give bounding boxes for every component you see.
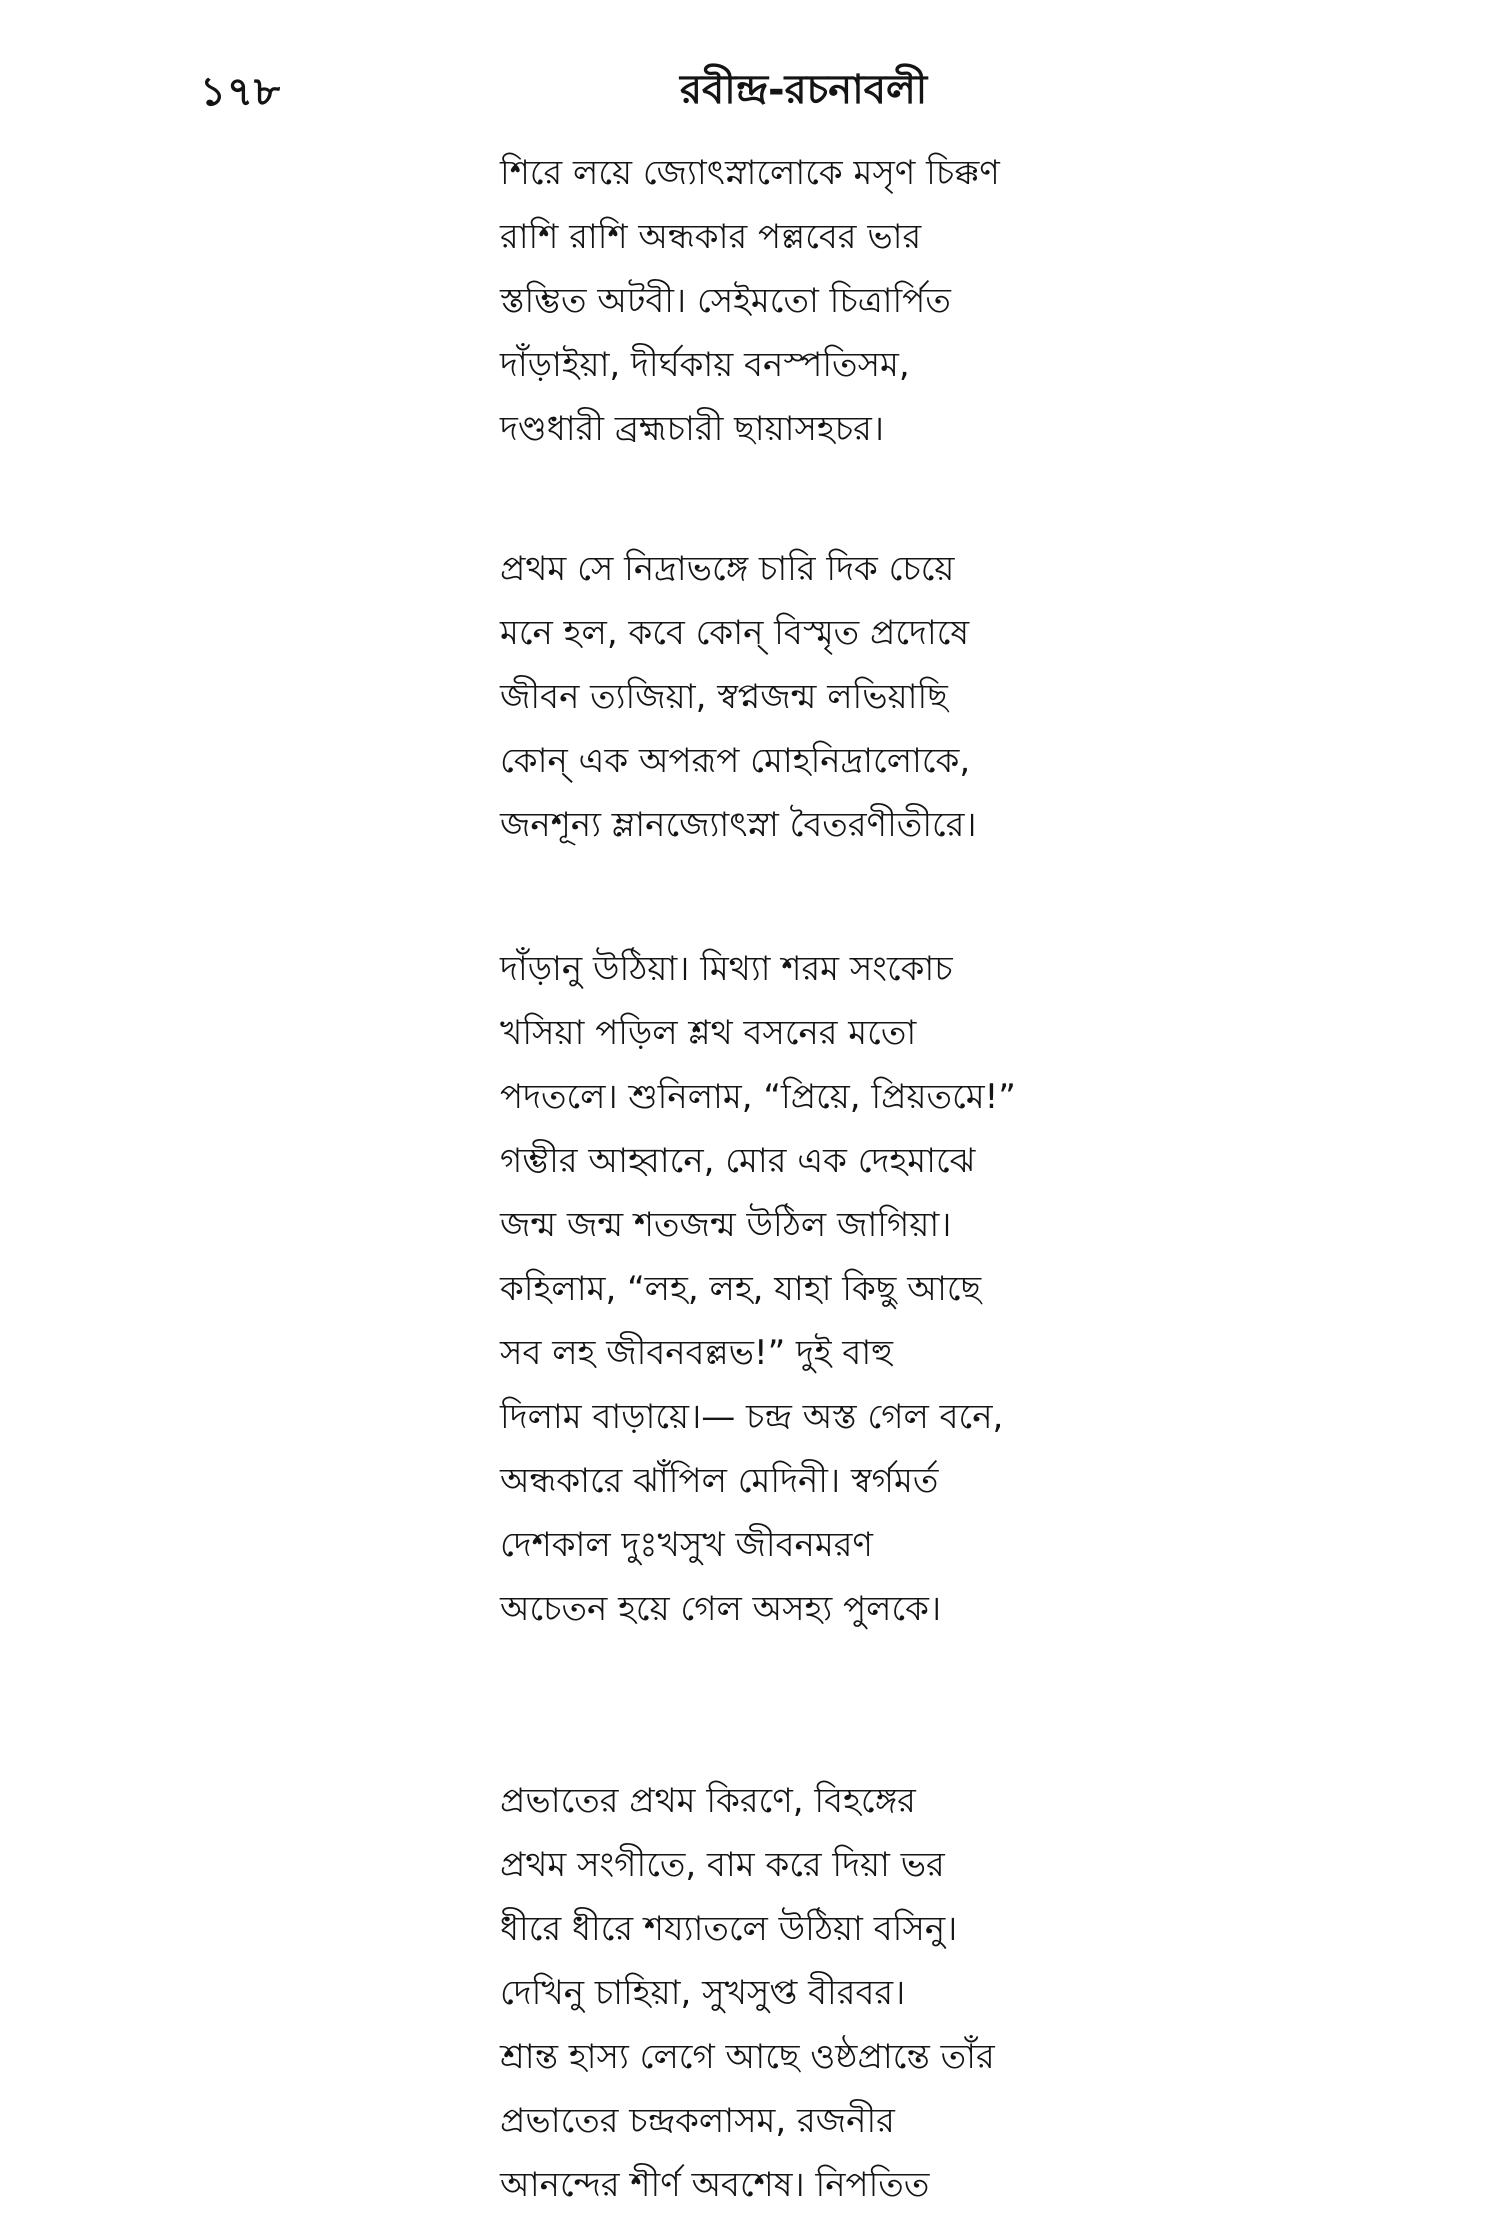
stanza-4: [500, 1769, 1460, 2217]
poem-line: স্তম্ভিত অটবী। সেইমতো চিত্রার্পিত: [500, 281, 951, 321]
poem-line: জীবন ত্যজিয়া, স্বপ্নজন্ম লভিয়াছি: [500, 677, 948, 717]
poem-line: অন্ধকারে ঝাঁপিল মেদিনী। স্বর্গমর্ত: [500, 1461, 939, 1501]
poem-line: রাশি রাশি অন্ধকার পল্লবের ভার: [500, 217, 922, 257]
poem-line: কোন্ এক অপরূপ মোহনিদ্রালোকে,: [500, 741, 971, 781]
poem-line: অচেতন হয়ে গেল অসহ্য পুলকে।: [500, 1589, 942, 1629]
poem-line: শিরে লয়ে জ্যোৎস্নালোকে মসৃণ চিক্কণ: [500, 153, 1000, 193]
poem-line: আনন্দের শীর্ণ অবশেষ। নিপতিত: [500, 2165, 930, 2205]
poem-line: জন্ম জন্ম শতজন্ম উঠিল জাগিয়া।: [500, 1205, 952, 1245]
poem-line: জনশূন্য ম্লানজ্যোৎস্না বৈতরণীতীরে।: [500, 805, 977, 845]
poem-line: মনে হল, কবে কোন্ বিস্মৃত প্রদোষে: [500, 613, 970, 653]
poem-line: প্রভাতের প্রথম কিরণে, বিহঙ্গের: [500, 1781, 916, 1821]
poem-line: দাঁড়াইয়া, দীর্ঘকায় বনস্পতিসম,: [500, 345, 910, 385]
poem-body: [500, 141, 1460, 2217]
poem-line: ধীরে ধীরে শয্যাতলে উঠিয়া বসিনু।: [500, 1909, 958, 1949]
poem-line: প্রভাতের চন্দ্রকলাসম, রজনীর: [500, 2101, 895, 2141]
poem-line: দেখিনু চাহিয়া, সুখসুপ্ত বীরবর।: [500, 1973, 906, 2013]
poem-line: দেশকাল দুঃখসুখ জীবনমরণ: [500, 1525, 873, 1565]
running-title: রবীন্দ্র-রচনাবলী: [680, 67, 928, 113]
poem-line: পদতলে। শুনিলাম, “প্রিয়ে, প্রিয়তমে!”: [500, 1077, 1016, 1117]
stanza-3: [500, 937, 1460, 1641]
poem-line: দণ্ডধারী ব্রহ্মচারী ছায়াসহচর।: [500, 409, 884, 449]
poem-line: খসিয়া পড়িল শ্লথ বসনের মতো: [500, 1013, 917, 1053]
poem-line: কহিলাম, “লহ, লহ, যাহা কিছু আছে: [500, 1269, 982, 1309]
stanza-2: [500, 537, 1460, 857]
page-number: ১৭৮: [200, 69, 281, 115]
stanza-break: [500, 461, 1460, 537]
poem-line: শ্রান্ত হাস্য লেগে আছে ওষ্ঠপ্রান্তে তাঁর: [500, 2037, 995, 2077]
poem-line: প্রথম সে নিদ্রাভঙ্গে চারি দিক চেয়ে: [500, 549, 955, 589]
stanza-1: [500, 141, 1460, 461]
poem-line: সব লহ জীবনবল্লভ!” দুই বাহু: [500, 1333, 893, 1373]
poem-line: গম্ভীর আহ্বানে, মোর এক দেহমাঝে: [500, 1141, 976, 1181]
poem-line: প্রথম সংগীতে, বাম করে দিয়া ভর: [500, 1845, 945, 1885]
poem-line: দাঁড়ানু উঠিয়া। মিথ্যা শরম সংকোচ: [500, 949, 953, 989]
poem-line: দিলাম বাড়ায়ে।— চন্দ্র অস্ত গেল বনে,: [500, 1397, 1004, 1437]
stanza-break: [500, 1641, 1460, 1769]
stanza-break: [500, 857, 1460, 937]
